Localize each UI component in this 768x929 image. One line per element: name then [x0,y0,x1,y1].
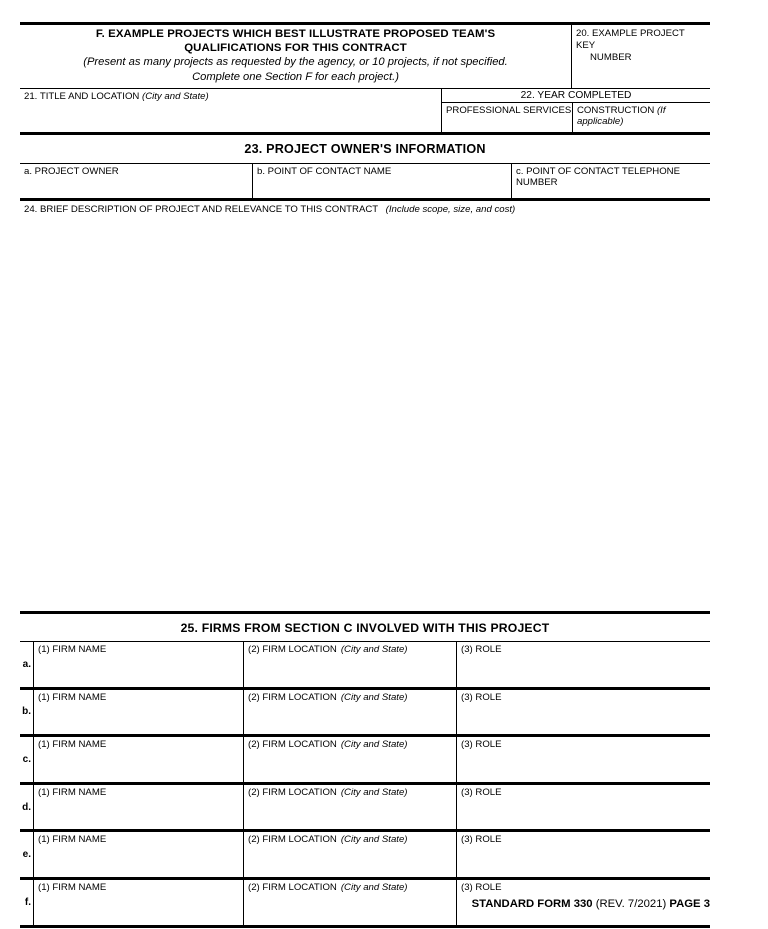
section-f-title-line1: F. EXAMPLE PROJECTS WHICH BEST ILLUSTRATE PROPOSED TEAM'S [95,28,496,40]
point-of-contact-telephone-field[interactable] [512,164,710,198]
firm-location-label-italic: (City and State) [340,644,408,655]
key-number-label-line2: NUMBER [590,52,632,63]
firm-role-label: (3) ROLE [461,834,502,846]
year-completed-block [442,89,710,132]
firm-role-label: (3) ROLE [461,644,502,655]
table-row [20,832,710,880]
professional-services-label: PROFESSIONAL SERVICES [446,105,572,116]
firm-name-label: (1) FIRM NAME [38,881,107,893]
item-24-label-italic: (Include scope, size, and cost) [385,204,516,215]
firm-role-label: (3) ROLE [461,739,502,751]
firm-row-letter: d. [20,785,34,830]
footer-revision: (REV. 7/2021) [595,898,667,910]
firm-row-letter: f. [20,880,34,925]
firm-location-label: (2) FIRM LOCATION [248,691,337,703]
firm-role-label: (3) ROLE [461,691,502,703]
firm-row-letter: e. [20,832,34,877]
section-f-title-line2: QUALIFICATIONS FOR THIS CONTRACT [184,41,407,54]
firm-location-label-italic: (City and State) [340,834,408,846]
firm-name-field[interactable] [34,642,244,687]
firm-location-label-italic: (City and State) [340,786,408,798]
firm-role-field[interactable] [457,832,710,877]
firm-role-label: (3) ROLE [461,881,502,893]
firm-name-label: (1) FIRM NAME [38,739,107,751]
firm-location-label: (2) FIRM LOCATION [248,644,337,655]
firm-role-field[interactable] [457,690,710,735]
firm-name-field[interactable] [34,737,244,782]
form-body [20,22,710,928]
firm-row-letter: a. [20,642,34,687]
construction-label-italic: (If applicable) [577,105,666,127]
form-footer [20,898,710,910]
footer-form-name: STANDARD FORM 330 [471,898,593,910]
firm-name-field[interactable] [34,690,244,735]
firm-role-field[interactable] [457,737,710,782]
table-row [20,690,710,738]
construction-field[interactable] [573,103,710,132]
firm-location-field[interactable] [244,642,457,687]
table-row [20,785,710,833]
section-f-instruction-line2: Complete one Section F for each project.) [192,70,399,83]
firm-name-label: (1) FIRM NAME [38,644,107,655]
contact-phone-label: c. POINT OF CONTACT TELEPHONE NUMBER [516,166,681,188]
section-f-instruction-line1: (Present as many projects as requested by the agency, or 10 projects, if not specified. [83,56,508,68]
firm-location-label-italic: (City and State) [340,881,408,893]
firm-name-label: (1) FIRM NAME [38,834,107,846]
item-22-title: 22. YEAR COMPLETED [442,89,710,103]
firm-location-field[interactable] [244,737,457,782]
section-f-header [20,22,710,89]
firm-location-field[interactable] [244,832,457,877]
project-owner-field[interactable] [20,164,253,198]
table-row [20,737,710,785]
firm-name-label: (1) FIRM NAME [38,691,107,703]
firm-role-field[interactable] [457,785,710,830]
firm-row-letter: c. [20,737,34,782]
contact-name-label: b. POINT OF CONTACT NAME [257,166,392,177]
item-24-label-block [20,201,710,215]
firm-location-label-italic: (City and State) [340,739,408,751]
firm-location-label-italic: (City and State) [340,691,408,703]
item-21-label-italic: (City and State) [142,91,209,102]
firms-table [20,641,710,928]
item-21-label: 21. TITLE AND LOCATION [24,91,140,102]
table-row [20,642,710,690]
firm-name-field[interactable] [34,785,244,830]
key-number-label-line1: 20. EXAMPLE PROJECT KEY [576,28,685,51]
firm-location-field[interactable] [244,785,457,830]
firm-name-field[interactable] [34,832,244,877]
firm-location-label: (2) FIRM LOCATION [248,786,337,798]
firm-location-label: (2) FIRM LOCATION [248,834,337,846]
firm-name-label: (1) FIRM NAME [38,786,107,798]
title-and-location-field[interactable] [20,89,442,132]
project-owner-label: a. PROJECT OWNER [24,166,119,177]
firm-location-label: (2) FIRM LOCATION [248,881,337,893]
item-23-title: 23. PROJECT OWNER'S INFORMATION [244,142,486,156]
brief-description-field[interactable] [20,201,710,614]
firm-location-label: (2) FIRM LOCATION [248,739,337,751]
item-23-row [20,163,710,201]
example-project-key-number-field[interactable] [572,25,710,88]
row-title-year [20,89,710,135]
firm-row-letter: b. [20,690,34,735]
construction-label: CONSTRUCTION [577,105,655,116]
firm-location-field[interactable] [244,690,457,735]
item-25-title: 25. FIRMS FROM SECTION C INVOLVED WITH THIS PROJECT [180,621,550,635]
footer-page: PAGE 3 [669,898,710,910]
item-24-label: 24. BRIEF DESCRIPTION OF PROJECT AND RELEVANCE TO THIS CONTRACT [24,204,378,215]
firm-role-field[interactable] [457,642,710,687]
firm-role-label: (3) ROLE [461,786,502,798]
point-of-contact-name-field[interactable] [253,164,512,198]
section-f-title-block [20,25,572,88]
professional-services-field[interactable] [442,103,573,132]
item-22-columns [442,103,710,132]
